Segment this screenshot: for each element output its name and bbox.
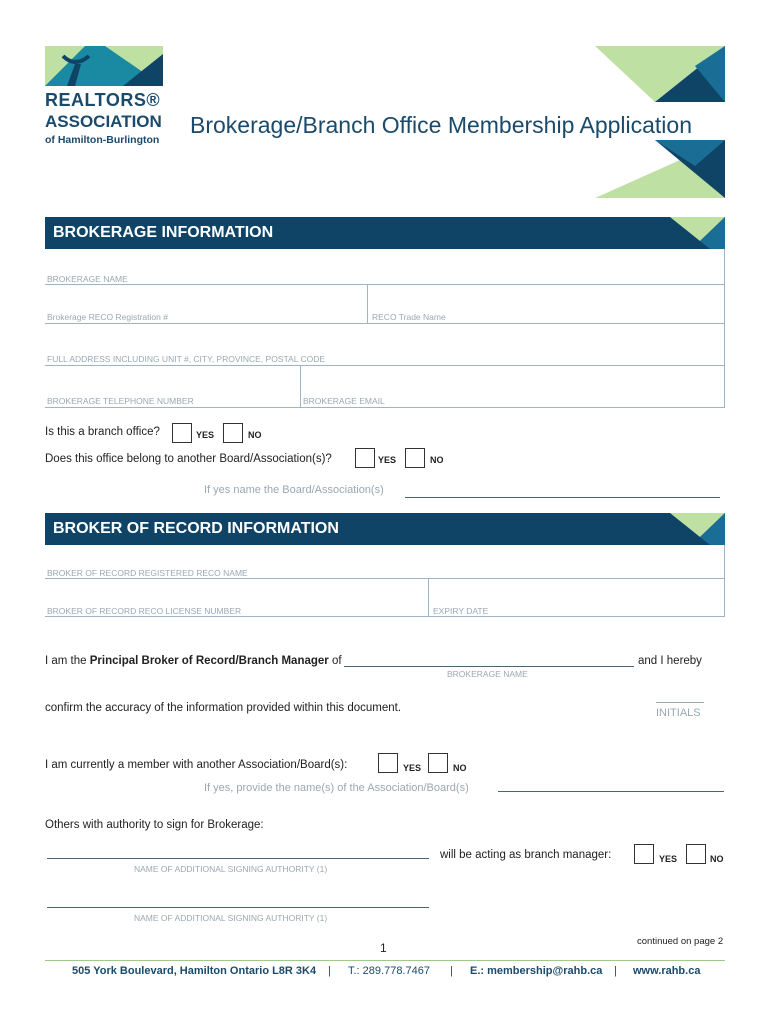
statement-suffix: and I hereby xyxy=(638,655,702,667)
continued-note: continued on page 2 xyxy=(637,936,724,947)
brokerage-name-field[interactable]: BROKERAGE NAME xyxy=(47,274,128,284)
if-yes-board-label: If yes name the Board/Association(s) xyxy=(204,484,384,496)
principal-statement xyxy=(45,655,342,667)
member-yes-checkbox[interactable] xyxy=(378,753,398,773)
belong-yes-label: YES xyxy=(378,455,397,465)
statement-bold: Principal Broker of Record/Branch Manager xyxy=(89,655,329,667)
acting-manager-label: will be acting as branch manager: xyxy=(440,849,612,861)
broker-reco-name-field[interactable]: BROKER OF RECORD REGISTERED RECO NAME xyxy=(47,568,248,578)
footer-separator: | xyxy=(328,965,331,977)
brokerage-heading: BROKERAGE INFORMATION xyxy=(53,224,274,241)
initials-line[interactable] xyxy=(656,702,704,703)
member-no-label: NO xyxy=(453,763,467,773)
signing-authority-2-line[interactable] xyxy=(47,907,429,908)
belong-no-label: NO xyxy=(430,455,444,465)
logo-line3: of Hamilton-Burlington xyxy=(45,134,160,146)
footer-address: 505 York Boulevard, Hamilton Ontario L8R 3K4 xyxy=(72,965,317,977)
header-accent-icon xyxy=(670,513,725,545)
confirm-statement: confirm the accuracy of the information provided within this document. xyxy=(45,702,402,714)
email-field[interactable]: BROKERAGE EMAIL xyxy=(303,396,385,406)
expiry-date-field[interactable]: EXPIRY DATE xyxy=(433,606,489,616)
logo-graphic xyxy=(45,46,163,86)
footer-separator: | xyxy=(450,965,453,977)
board-name-line[interactable] xyxy=(405,497,720,498)
others-label: Others with authority to sign for Brokerage: xyxy=(45,819,264,831)
belong-yes-checkbox[interactable] xyxy=(355,448,375,468)
branch-no-checkbox[interactable] xyxy=(223,423,243,443)
header-accent-icon xyxy=(670,217,725,249)
broker-section-header xyxy=(45,513,725,545)
signing-authority-2-label: NAME OF ADDITIONAL SIGNING AUTHORITY (1) xyxy=(134,913,328,923)
reco-trade-name-field[interactable]: RECO Trade Name xyxy=(372,312,446,322)
address-field[interactable]: FULL ADDRESS INCLUDING UNIT #, CITY, PROVINCE, POSTAL CODE xyxy=(47,354,326,364)
branch-office-question: Is this a branch office? xyxy=(45,426,160,438)
belong-question: Does this office belong to another Board/Association(s)? xyxy=(45,453,332,465)
member-question: I am currently a member with another Association/Board(s): xyxy=(45,759,348,771)
signing-authority-1-line[interactable] xyxy=(47,858,429,859)
broker-heading: BROKER OF RECORD INFORMATION xyxy=(53,520,339,537)
reco-registration-field[interactable]: Brokerage RECO Registration # xyxy=(47,312,168,322)
footer-phone: T.: 289.778.7467 xyxy=(348,965,430,977)
association-names-line[interactable] xyxy=(498,791,724,792)
telephone-field[interactable]: BROKERAGE TELEPHONE NUMBER xyxy=(47,396,194,406)
footer-separator: | xyxy=(614,965,617,977)
if-yes-provide-label: If yes, provide the name(s) of the Association/Board(s) xyxy=(204,782,469,794)
branch-yes-label: YES xyxy=(196,430,215,440)
brokerage-section-header xyxy=(45,217,725,249)
brokerage-name-line[interactable] xyxy=(344,666,634,667)
logo-line1: REALTORS® xyxy=(45,90,161,110)
statement-of: of xyxy=(328,655,342,667)
member-no-checkbox[interactable] xyxy=(428,753,448,773)
footer-web[interactable]: www.rahb.ca xyxy=(633,965,701,977)
acting-no-label: NO xyxy=(710,854,724,864)
initials-label: INITIALS xyxy=(656,707,701,719)
statement-prefix: I am the xyxy=(45,655,90,667)
belong-no-checkbox[interactable] xyxy=(405,448,425,468)
acting-yes-checkbox[interactable] xyxy=(634,844,654,864)
acting-no-checkbox[interactable] xyxy=(686,844,706,864)
acting-yes-label: YES xyxy=(659,854,678,864)
signing-authority-1-label: NAME OF ADDITIONAL SIGNING AUTHORITY (1) xyxy=(134,864,328,874)
page-title: Brokerage/Branch Office Membership Application xyxy=(190,112,693,138)
footer-email[interactable]: E.: membership@rahb.ca xyxy=(470,965,603,977)
footer-rule xyxy=(45,960,725,961)
brokerage-name-sublabel: BROKERAGE NAME xyxy=(447,669,528,679)
broker-license-field[interactable]: BROKER OF RECORD RECO LICENSE NUMBER xyxy=(47,606,242,616)
page-number: 1 xyxy=(380,941,387,955)
branch-no-label: NO xyxy=(248,430,262,440)
member-yes-label: YES xyxy=(403,763,422,773)
branch-yes-checkbox[interactable] xyxy=(172,423,192,443)
logo-line2: ASSOCIATION xyxy=(45,112,162,131)
